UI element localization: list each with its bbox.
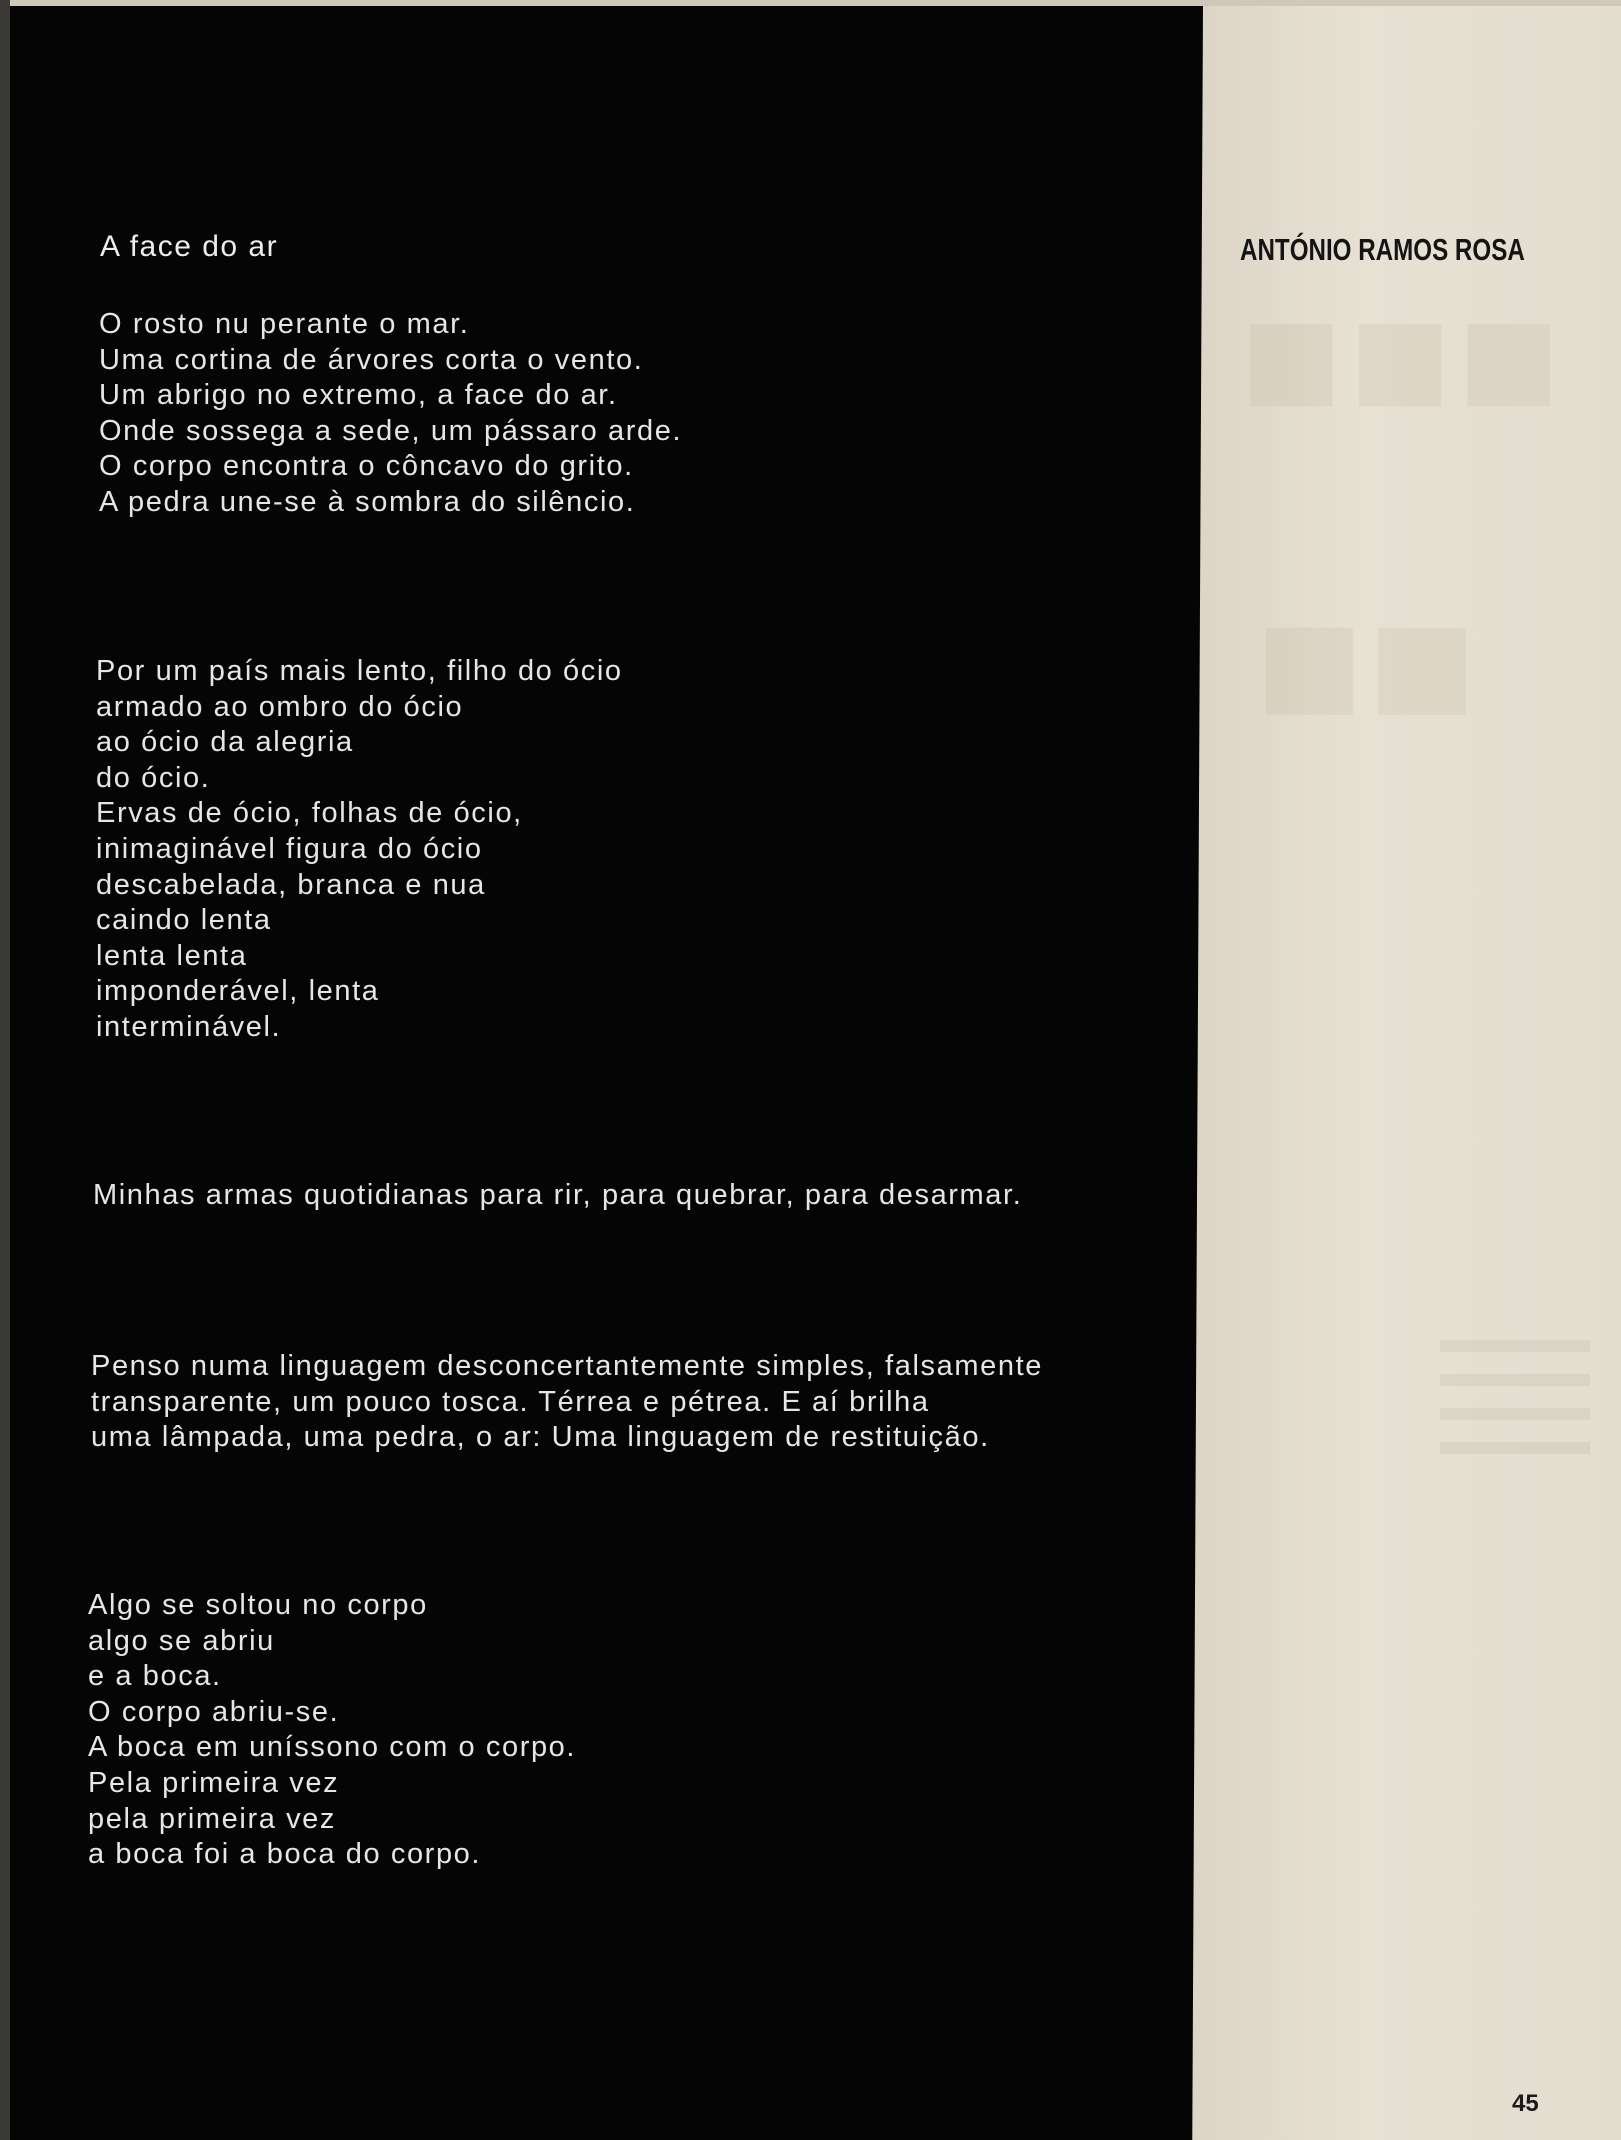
- poem-stanza-5: [88, 1588, 576, 1873]
- show-through-decoration: ■■■: [1240, 263, 1567, 453]
- poem-line: imponderável, lenta: [96, 975, 380, 1008]
- poem-line: lenta lenta: [96, 939, 248, 972]
- poem-line: interminável.: [96, 1010, 282, 1043]
- page-binding-edge: [0, 0, 10, 2140]
- poem-line: do ócio.: [96, 761, 211, 794]
- poem-line: e a boca.: [88, 1660, 222, 1693]
- poem-line: Ervas de ócio, folhas de ócio,: [96, 797, 523, 830]
- poem-line: armado ao ombro do ócio: [96, 690, 464, 723]
- poem-line: pela primeira vez: [88, 1802, 337, 1835]
- poem-line: Pela primeira vez: [88, 1766, 340, 1799]
- poem-line: caindo lenta: [96, 904, 272, 937]
- poem-stanza-3: [93, 1178, 1022, 1214]
- poem-line: uma lâmpada, uma pedra, o ar: Uma linguagem de restituição.: [91, 1421, 990, 1454]
- show-through-lines: [1440, 1340, 1590, 1476]
- poem-stanza-4: [91, 1349, 1043, 1456]
- poem-line: O rosto nu perante o mar.: [99, 308, 470, 340]
- poem-line: descabelada, branca e nua: [96, 868, 486, 901]
- poem-line: A boca em uníssono com o corpo.: [88, 1731, 577, 1764]
- poem-line: ao ócio da alegria: [96, 726, 354, 759]
- poem-line: Penso numa linguagem desconcertantemente simples, falsamente: [91, 1350, 1043, 1382]
- poem-line: Um abrigo no extremo, a face do ar.: [99, 379, 618, 412]
- poem-line: Minhas armas quotidianas para rir, para quebrar, para desarmar.: [93, 1179, 1023, 1211]
- page-number: 45: [1512, 2090, 1539, 2117]
- poem-stanza-1: [99, 307, 682, 521]
- author-name: ANTÓNIO RAMOS ROSA: [1240, 232, 1525, 267]
- poem-line: Algo se soltou no corpo: [88, 1589, 428, 1621]
- poem-line: inimaginável figura do ócio: [96, 832, 483, 865]
- poem-line: Por um país mais lento, filho do ócio: [96, 655, 623, 687]
- poem-line: Uma cortina de árvores corta o vento.: [99, 343, 644, 376]
- poem-line: a boca foi a boca do corpo.: [88, 1838, 482, 1871]
- poem-line: O corpo abriu-se.: [88, 1695, 340, 1728]
- show-through-decoration: ■■: [1255, 563, 1481, 764]
- poem-line: O corpo encontra o côncavo do grito.: [99, 450, 634, 483]
- poem-line: A pedra une-se à sombra do silêncio.: [99, 485, 636, 518]
- poem-line: transparente, um pouco tosca. Térrea e pétrea. E aí brilha: [91, 1385, 930, 1418]
- poem-line: Onde sossega a sede, um pássaro arde.: [99, 414, 683, 447]
- poem-stanza-2: [96, 654, 623, 1046]
- poem-line: algo se abriu: [88, 1624, 275, 1657]
- poem-title: A face do ar: [100, 230, 279, 263]
